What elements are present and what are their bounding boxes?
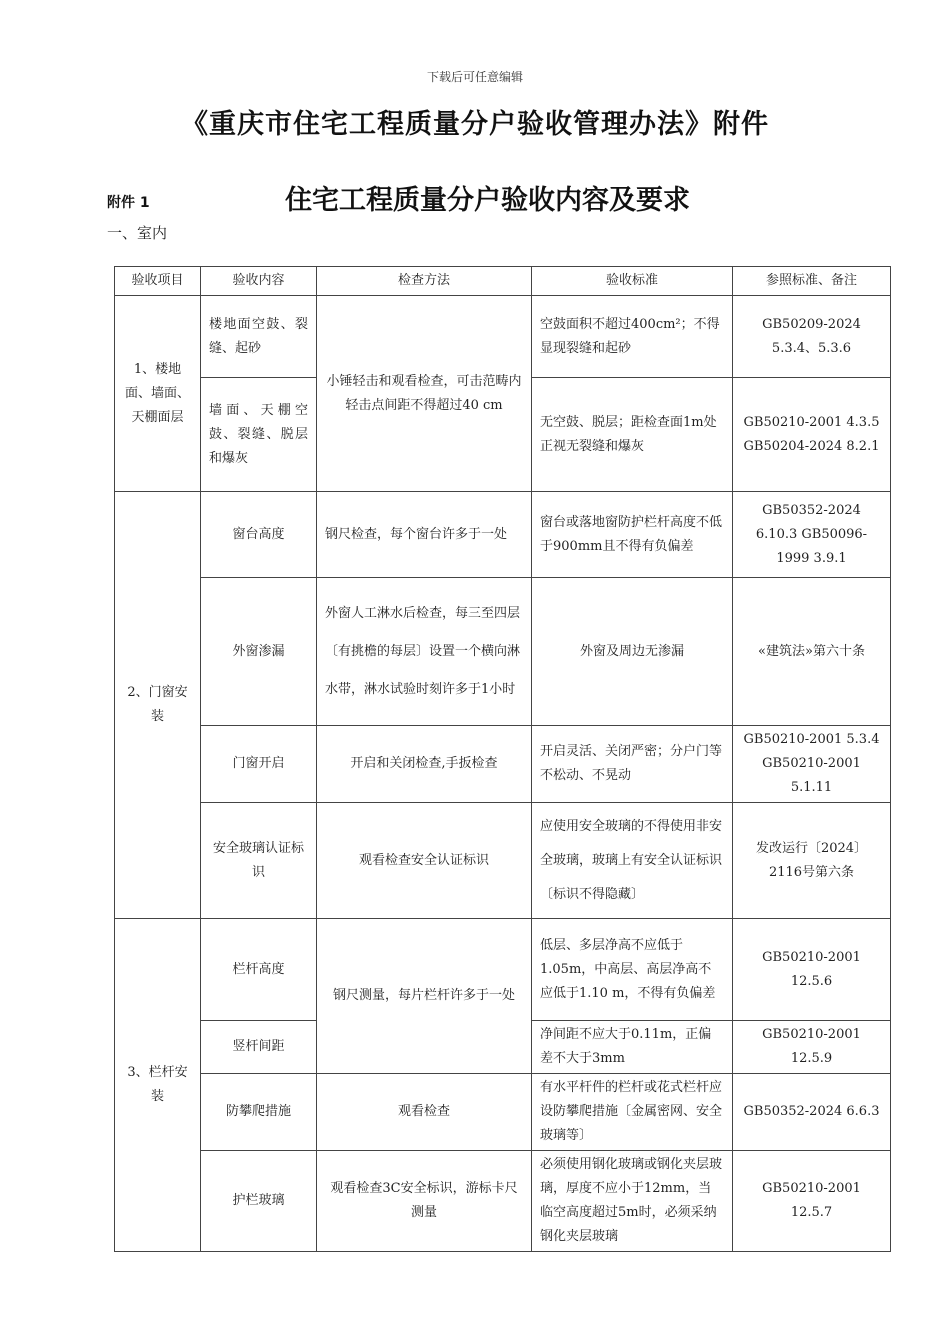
sub-title: 住宅工程质量分户验收内容及要求 xyxy=(285,185,690,216)
reference-cell: GB50210-2001 4.3.5 GB50204-2024 8.2.1 xyxy=(733,378,891,492)
header-content: 验收内容 xyxy=(201,267,317,296)
table-row xyxy=(115,1151,891,1252)
method-cell: 开启和关闭检查,手扳检查 xyxy=(317,726,532,803)
content-cell: 窗台高度 xyxy=(201,492,317,578)
reference-cell: GB50210-2001 12.5.6 xyxy=(733,919,891,1021)
attachment-label: 附件 1 xyxy=(107,195,150,211)
standard-cell: 应使用安全玻璃的不得使用非安全玻璃，玻璃上有安全认证标识〔标识不得隐藏〕 xyxy=(532,803,733,919)
content-cell: 楼地面空鼓、裂缝、起砂 xyxy=(201,296,317,378)
standard-cell: 净间距不应大于0.11m，正偏差不大于3mm xyxy=(532,1021,733,1074)
reference-cell: GB50210-2001 12.5.9 xyxy=(733,1021,891,1074)
reference-cell: GB50209-2024 5.3.4、5.3.6 xyxy=(733,296,891,378)
content-cell: 栏杆高度 xyxy=(201,919,317,1021)
group-item-railings: 3、栏杆安装 xyxy=(115,919,201,1252)
method-cell: 观看检查3C安全标识，游标卡尺测量 xyxy=(317,1151,532,1252)
section-title: 一、室内 xyxy=(107,224,168,242)
standard-cell: 低层、多层净高不应低于1.05m，中高层、高层净高不应低于1.10 m，不得有负偏差 xyxy=(532,919,733,1021)
group-item-doors-windows: 2、门窗安装 xyxy=(115,492,201,919)
content-cell: 外窗渗漏 xyxy=(201,578,317,726)
header-reference: 参照标准、备注 xyxy=(733,267,891,296)
standard-cell: 外窗及周边无渗漏 xyxy=(532,578,733,726)
group-item-floor-wall-ceiling: 1、楼地面、墙面、天棚面层 xyxy=(115,296,201,492)
standard-cell: 空鼓面积不超过400cm²；不得显现裂缝和起砂 xyxy=(532,296,733,378)
table-row xyxy=(115,492,891,578)
standard-cell: 开启灵活、关闭严密；分户门等不松动、不晃动 xyxy=(532,726,733,803)
main-title: 《重庆市住宅工程质量分户验收管理办法》附件 xyxy=(181,109,769,140)
standard-cell: 有水平杆件的栏杆或花式栏杆应设防攀爬措施〔金属密网、安全玻璃等〕 xyxy=(532,1074,733,1151)
table-row xyxy=(115,919,891,1021)
reference-cell: GB50352-2024 6.6.3 xyxy=(733,1074,891,1151)
acceptance-table xyxy=(114,266,891,1252)
content-cell: 门窗开启 xyxy=(201,726,317,803)
method-cell: 观看检查安全认证标识 xyxy=(317,803,532,919)
standard-cell: 窗台或落地窗防护栏杆高度不低于900mm且不得有负偏差 xyxy=(532,492,733,578)
table-header-row xyxy=(115,267,891,296)
reference-cell: «建筑法»第六十条 xyxy=(733,578,891,726)
standard-cell: 无空鼓、脱层；距检查面1m处正视无裂缝和爆灰 xyxy=(532,378,733,492)
header-item: 验收项目 xyxy=(115,267,201,296)
content-cell: 墙面、天棚空鼓、裂缝、脱层和爆灰 xyxy=(201,378,317,492)
table-row xyxy=(115,803,891,919)
header-method: 检查方法 xyxy=(317,267,532,296)
header-note: 下载后可任意编辑 xyxy=(426,70,523,84)
method-cell: 钢尺测量，每片栏杆许多于一处 xyxy=(317,919,532,1074)
reference-cell: 发改运行〔2024〕2116号第六条 xyxy=(733,803,891,919)
table-row xyxy=(115,726,891,803)
reference-cell: GB50210-2001 12.5.7 xyxy=(733,1151,891,1252)
reference-cell: GB50352-2024 6.10.3 GB50096-1999 3.9.1 xyxy=(733,492,891,578)
method-cell: 钢尺检查，每个窗台许多于一处 xyxy=(317,492,532,578)
header-standard: 验收标准 xyxy=(532,267,733,296)
table-row xyxy=(115,578,891,726)
method-cell: 观看检查 xyxy=(317,1074,532,1151)
content-cell: 护栏玻璃 xyxy=(201,1151,317,1252)
standard-cell: 必须使用钢化玻璃或钢化夹层玻璃，厚度不应小于12mm，当临空高度超过5m时，必须采纳钢化夹层玻璃 xyxy=(532,1151,733,1252)
reference-cell: GB50210-2001 5.3.4 GB50210-2001 5.1.11 xyxy=(733,726,891,803)
method-cell: 小锤轻击和观看检查，可击范畴内轻击点间距不得超过40 cm xyxy=(317,296,532,492)
table-row xyxy=(115,1074,891,1151)
content-cell: 防攀爬措施 xyxy=(201,1074,317,1151)
content-cell: 竖杆间距 xyxy=(201,1021,317,1074)
table-row xyxy=(115,296,891,378)
method-cell: 外窗人工淋水后检查，每三至四层〔有挑檐的每层〕设置一个横向淋水带，淋水试验时刻许多于1小时 xyxy=(317,578,532,726)
content-cell: 安全玻璃认证标识 xyxy=(201,803,317,919)
